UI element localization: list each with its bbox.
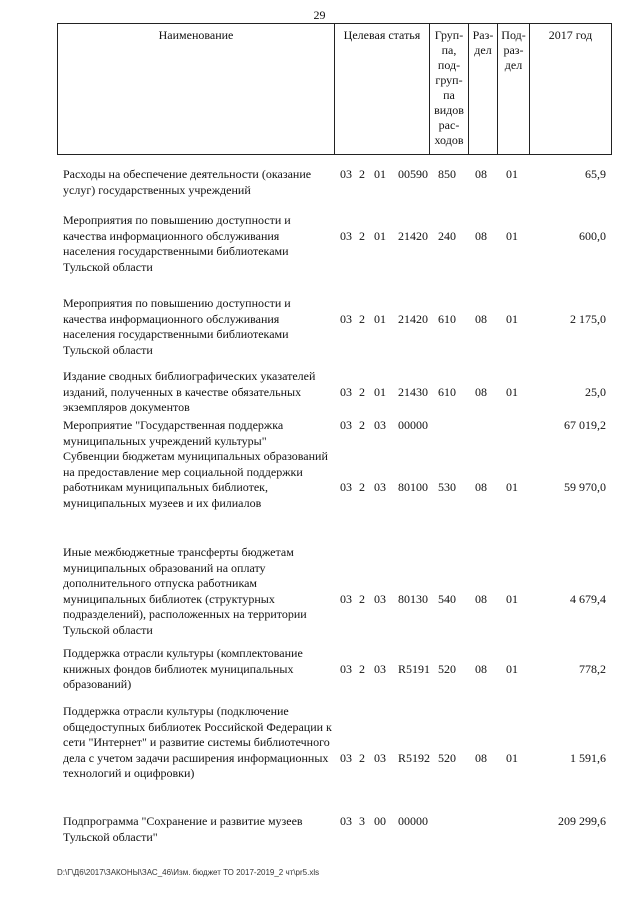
subsection-code: 01 — [506, 384, 518, 399]
amount-2017: 209 299,6 — [558, 814, 606, 828]
amount-2017: 65,9 — [585, 167, 606, 181]
row-name: Субвенции бюджетам муниципальных образований на предоставление мер социальной поддержки работникам муниципальных библиотек, муниципальных музеев и их филиалов — [63, 449, 328, 510]
target-code-program: 03 — [340, 167, 352, 181]
target-code-program: 03 — [340, 480, 352, 494]
subsection-code: 01 — [506, 661, 518, 676]
target-code-subprogram: 2 — [359, 591, 365, 606]
target-code-direction: 80100 — [398, 480, 428, 494]
target-code-direction: 21430 — [398, 384, 428, 399]
section-code: 08 — [475, 311, 487, 326]
expense-group: 520 — [438, 750, 456, 765]
target-code-subprogram: 2 — [359, 311, 365, 326]
row-name: Мероприятие "Государственная поддержка муниципальных учреждений культуры" — [63, 418, 284, 448]
target-code-subprogram: 2 — [359, 480, 365, 494]
subsection-code: 01 — [506, 591, 518, 606]
header-subsection: Под- раз- дел — [498, 24, 530, 154]
target-code-subprogram: 2 — [359, 228, 365, 243]
target-code-program: 03 — [340, 418, 352, 432]
target-code-event: 03 — [374, 661, 386, 676]
amount-2017: 4 679,4 — [570, 591, 606, 606]
page-number: 29 — [313, 8, 326, 22]
target-code-direction: 00000 — [398, 418, 428, 432]
target-code-subprogram: 2 — [359, 384, 365, 399]
target-code-event: 03 — [374, 591, 386, 606]
row-name: Поддержка отрасли культуры (комплектование книжных фондов библиотек муниципальных образований) — [63, 646, 303, 691]
target-code-direction: 00590 — [398, 167, 428, 181]
header-target: Целевая статья — [335, 24, 430, 154]
target-code-event: 03 — [374, 418, 386, 432]
row-name: Иные межбюджетные трансферты бюджетам муниципальных образований на оплату дополнительного отпуска работникам муниципальных библиотек (структурных подразделений), расположенных на территории Тульской области — [63, 545, 307, 637]
row-name: Мероприятия по повышению доступности и качества информационного обслуживания населения государственными библиотеками Тульской области — [63, 213, 291, 274]
target-code-program: 03 — [340, 311, 352, 326]
target-code-program: 03 — [340, 591, 352, 606]
target-code-event: 01 — [374, 228, 386, 243]
expense-group: 530 — [438, 480, 456, 494]
section-code: 08 — [475, 661, 487, 676]
amount-2017: 67 019,2 — [564, 418, 606, 432]
target-code-direction: 80130 — [398, 591, 428, 606]
target-code-event: 00 — [374, 814, 386, 828]
target-code-subprogram: 2 — [359, 418, 365, 432]
file-path-footer: D:\Г\Д6\2017\ЗАКОНЫ\ЗАС_46\Изм. бюджет ТО 2017-2019_2 чт\pr5.xls — [57, 868, 320, 877]
target-code-event: 03 — [374, 750, 386, 765]
section-code: 08 — [475, 384, 487, 399]
target-code-event: 03 — [374, 480, 386, 494]
row-name: Издание сводных библиографических указателей изданий, полученных в качестве обязательных экземпляров документов — [63, 369, 316, 414]
amount-2017: 1 591,6 — [570, 750, 606, 765]
target-code-event: 01 — [374, 384, 386, 399]
amount-2017: 600,0 — [579, 228, 606, 243]
subsection-code: 01 — [506, 480, 518, 494]
target-code-event: 01 — [374, 167, 386, 181]
header-section: Раз- дел — [469, 24, 498, 154]
target-code-subprogram: 2 — [359, 750, 365, 765]
amount-2017: 778,2 — [579, 661, 606, 676]
amount-2017: 59 970,0 — [564, 480, 606, 494]
subsection-code: 01 — [506, 750, 518, 765]
expense-group: 610 — [438, 384, 456, 399]
table-header — [57, 23, 612, 155]
section-code: 08 — [475, 591, 487, 606]
target-code-direction: R5191 — [398, 661, 431, 676]
target-code-direction: 21420 — [398, 311, 428, 326]
amount-2017: 25,0 — [585, 384, 606, 399]
subsection-code: 01 — [506, 228, 518, 243]
target-code-program: 03 — [340, 661, 352, 676]
target-code-direction: 21420 — [398, 228, 428, 243]
expense-group: 540 — [438, 591, 456, 606]
row-name: Подпрограмма "Сохранение и развитие музеев Тульской области" — [63, 814, 303, 844]
row-name: Мероприятия по повышению доступности и качества информационного обслуживания населения государственными библиотеками Тульской области — [63, 296, 291, 357]
header-name: Наименование — [58, 24, 335, 154]
row-name: Поддержка отрасли культуры (подключение общедоступных библиотек Российской Федерации к сети "Интернет" и развитие системы библиотечного дела с учетом задачи расширения информационных технологий и оцифровки) — [63, 704, 332, 780]
expense-group: 240 — [438, 228, 456, 243]
section-code: 08 — [475, 480, 487, 494]
expense-group: 610 — [438, 311, 456, 326]
header-year: 2017 год — [548, 28, 593, 42]
target-code-direction: 00000 — [398, 814, 428, 828]
section-code: 08 — [475, 750, 487, 765]
section-code: 08 — [475, 167, 487, 181]
header-group: Груп- па, под- груп- па видов рас- ходов — [430, 24, 469, 154]
section-code: 08 — [475, 228, 487, 243]
target-code-subprogram: 2 — [359, 167, 365, 181]
target-code-program: 03 — [340, 228, 352, 243]
target-code-direction: R5192 — [398, 750, 431, 765]
amount-2017: 2 175,0 — [570, 311, 606, 326]
target-code-program: 03 — [340, 750, 352, 765]
subsection-code: 01 — [506, 167, 518, 181]
row-name: Расходы на обеспечение деятельности (оказание услуг) государственных учреждений — [63, 167, 312, 197]
subsection-code: 01 — [506, 311, 518, 326]
target-code-program: 03 — [340, 814, 352, 828]
target-code-subprogram: 3 — [359, 814, 365, 828]
expense-group: 520 — [438, 661, 456, 676]
expense-group: 850 — [438, 167, 456, 181]
target-code-subprogram: 2 — [359, 661, 365, 676]
target-code-program: 03 — [340, 384, 352, 399]
target-code-event: 01 — [374, 311, 386, 326]
